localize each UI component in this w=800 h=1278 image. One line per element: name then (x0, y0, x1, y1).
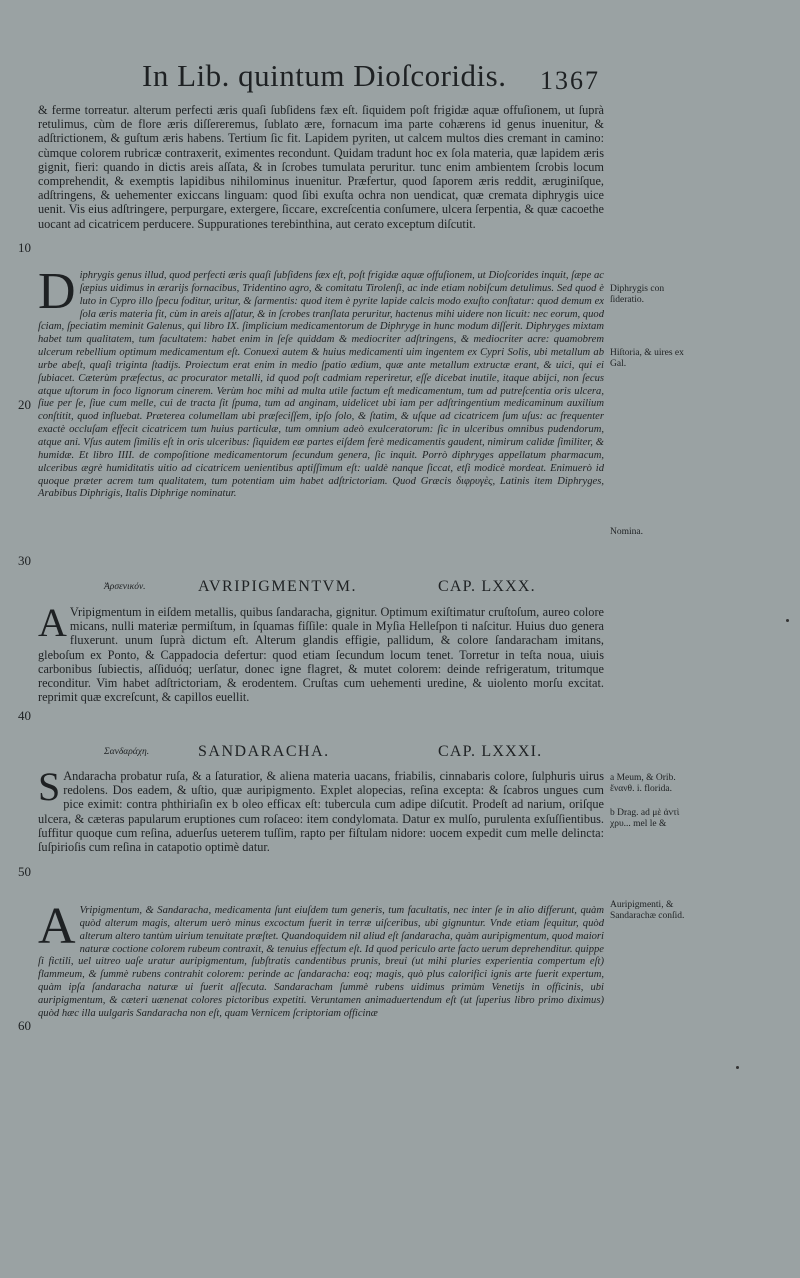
drop-cap-letter: S (38, 764, 61, 809)
line-number: 20 (18, 397, 31, 412)
running-header-title: In Lib. quintum Dioſcoridis. (142, 58, 507, 93)
chapter-text-auripigmentum (38, 600, 604, 705)
chapter-name: SANDARACHA. (198, 743, 330, 760)
margin-note: a Meum, & Orib. ἔνανθ. i. florida. (610, 773, 676, 794)
commentary-diphryges (38, 263, 604, 501)
chapter-name: AVRIPIGMENTVM. (198, 578, 357, 595)
chapter-text-sandaracha (38, 764, 604, 855)
paper-speck (786, 619, 789, 622)
chapter-body: Vripigmentum in eiſdem metallis, quibus ſandaracha, gignitur. Optimum exiſtimatur cruſtoſum, aureo colore micans, nulli materiæ permiſtum, in ſquamas fiſſile: quale in Myſia Helleſpon ti naſcitur. Huius duo genera fluxerunt. unum ſuprà dictum eſt. Alterum glandis effigie, pallidum, & colore ſandaracham imitans, gleboſum ex Ponto, & Cappadocia defertur: quod etiam ſecundum locum tenet. Torretur in teſta noua, uiuis carbonibus ſubiectis, aſſiduóq; uerſatur, donec igne flagret, & mutet colorem: deinde refrigeratum, tritumque reconditur. Vim habet adſtrictoriam, & erodentem. Cruſtas cum uehementi uredine, & uiolento morſu excitat. reprimit quæ excreſcunt, & capillos euellit. (38, 605, 604, 705)
drop-cap-letter: A (38, 600, 67, 645)
line-number: 10 (18, 240, 31, 255)
drop-cap-letter: A (38, 898, 76, 955)
margin-note: Nomina. (610, 527, 643, 537)
drop-cap-letter: D (38, 263, 76, 320)
line-number: 60 (18, 1018, 31, 1033)
line-number: 30 (18, 553, 31, 568)
chapter-body: Andaracha probatur ruſa, & a ſaturatior, & aliena materia uacans, friabilis, cinnabaris colore, ſulphuris uirus redolens. Dos eadem, & uſtio, quæ auripigmento. Explet alopecias, reſina excepta: & ſcabros ungues cum pice eximit: contra phthiriaſin ex b oleo efficax eſt: tubercula cum adipe diſcutit. Prodeſt ad narium, oriſque ulcera, & cæteras papularum eruptiones cum roſaceo: item condylomata. Datur ex mulſo, purulenta exſuſſientibus. ſuffitur quoque cum reſina, aduerſus ueterem tuſſim, rapto per fiſtulam nidore: uocem expedit cum melle delincta: ſuſpirioſis cum reſina in catapotio optimè datur. (38, 769, 604, 855)
chapter-number: CAP. LXXXI. (438, 743, 543, 760)
paper-speck (736, 1066, 739, 1069)
page-number: 1367 (540, 66, 600, 95)
commentary-auripigmentum (38, 898, 604, 1021)
line-number: 50 (18, 864, 31, 879)
margin-note: b Drag. ad μὲ ἀντὶ χρυ... mel le & (610, 808, 680, 829)
margin-note: Auripigmenti, & Sandarachæ conſid. (610, 900, 685, 921)
chapter-number: CAP. LXXX. (438, 578, 536, 595)
chapter-heading-auripigmentum (38, 578, 604, 598)
chapter-heading-sandaracha (38, 743, 604, 763)
greek-name: Σανδαράχη. (104, 747, 150, 757)
margin-note: Hiſtoria, & uires ex Gal. (610, 348, 684, 369)
margin-note: Diphrygis con ſideratio. (610, 284, 665, 305)
greek-name: Ἀρσενικόν. (104, 582, 146, 592)
commentary-diphryges-text: iphrygis genus illud, quod perfecti æris quaſi ſubſidens fæx eſt, poſt frigidæ aquæ offuſionem, ut Dioſcorides inquit, ſæpe ac ſæpius uidimus in ærarijs fornacibus, Tridentino agro, & comitatu Tirolenſi, ac inde etiam nobiſcum detulimus. Sed quod è luto in Cypro illo ſpecu foditur, uritur, & ſarmentis: quod item è pyrite lapide calcis modo exuſto conſtatur: quod demum ex ſola æris materia fit, cùm in areis aſſatur, & in ſcrobes tranſlata peruritur, hactenus mihi uidere non licuit: nec eorum, quod ſciam, ſpeciatim meminit Galenus, qui libro IX. ſimplicium medicamentorum de Diphryge in hunc modum diſſerit. Diphryges mixtam habet tum qualitatem, tum facultatem: habet enim in ſeſe quiddam & mediocriter adſtringens, & mediocriter acre: quamobrem ulcerum rebellium optimum medicamentum eſt. Conuexi autem & huius medicamenti uim ingentem ex Cypri Solis, ubi metallum ab urbe abeſt, quaſi triginta ſtadijs. Proiectum erat enim in medio ſpatio ædium, quæ ante metallum extructæ erant, & uici, qui ei ſubiacet. Cæterùm præfectus, ac procurator metalli, id quod poſt cadmiam reperiretur, eſſe dicebat inutile, itaque abijci, non ſecus atque uſtorum in foco lignorum cinerem. Verùm hoc mihi ad multa utile factum eſt medicamentum, tum ad putreſcentia oris ulcera, ſiue per ſe, ſiue cum melle, cui de tracta ſit ſpuma, tum ad anginam, uidelicet ubi iam per adſtringentium medicaminum auxilium conſtitit, quod influebat. Præterea columellam ubi præſeciſſem, ipſo ſolo, & ſtatim, & uſque ad cicatricem ſum uſus: ac frequenter exactè occluſam effecit cicatricem tum huius particulæ, tum omnium adeò exulceratorum: ſic in ulceribus omnibus pudendorum, atque ani. Vſus autem ſimilis eſt in oris ulceribus: ſiquidem eæ partes eiſdem ferè medicamentis gaudent, nimirum calidæ ſimiliter, & humidæ. Et libro IIII. de compoſitione medicamentorum ſecundum genera, ſic inquit. Porrò diphryges appellatum pharmacum, ulceribus ægrè humiditatis uitio ad cicatricem uenientibus aptiſſimum eſt: ualdè nanque ſiccat, etſi modicè mordeat. Enimuerò id quoque præter acrem tum qualitatem, tum potentiam uim habet adſtrictoriam. Quod Græcis διφρυγὲς, Latinis item Diphryges, Arabibus Diphrigis, Italis Diphrige nominatur. (38, 270, 604, 500)
commentary-auripigmentum-text: Vripigmentum, & Sandaracha, medicamenta ſunt eiuſdem tum generis, tum facultatis, nec inter ſe in alio differunt, quàm quòd alterum magis, alterum uerò minus excoctum fuerit in terræ uiſceribus, ubi gignuntur. Vnde etiam ſequitur, quòd alterum altero tantùm uirium tenuitate præſtet. Quandoquidem nil aliud eſt ſandaracha, quàm auripigmentum, quod maiori naturæ coctione colorem rubeum contraxit, & tenuius effectum eſt. Id quod periculo arte facto uerum deprehenditur. quippe ſi fictili, uel uitreo uaſe uratur auripigmentum, ſubſtratis candentibus prunis, breui (ut mihi pluries experientia compertum eſt) flammeum, & ſummè rubens contrahit colorem: perinde ac ſandaracha: eoq; magis, quò plus calorifici ignis arte fuerit expertum, quàm ipſa ſandaracha naturæ ui fuerit aſſecuta. Sandaracham ſummè rubens uidimus primùm Venetijs in officinis, ubi auripigmentum, & cæteri uænenat colores pictoribus expetiti. Veruntamen animaduertendum eſt (ut ſuperius libro primo diximus) quòd hæc illa uulgaris Sandaracha non eſt, quam Vernicem ſcriptoriam officinæ (38, 905, 604, 1019)
dioscorides-text-continuation: & ferme torreatur. alterum perfecti æris quaſi ſubſidens fæx eſt. ſiquidem poſt frigidæ aquæ offuſionem, ut ſuprà retulimus, cùm de flore æris diſſereremus, ſublato ære, fornacum ima parte cohærens id genus inuenitur, & adſtrictionem, & guſtum æris habens. Tertium ſic fit. Lapidem pyriten, ut calcem multos dies cremant in camino: cùmque colorem rubricæ contraxerit, eximentes recondunt. Quidam tradunt hoc ex ſola materia, quæ lapidem æris gignit, fieri: quando in dictis areis aſſata, & in ſcrobes tumulata peruritur. tunc enim ambientem ſcrobis locum comprehendit, & exemptis lapidibus nihilominus inuenitur. Præfertur, quod ſaporem æris reddit, æruginiſque, adſtringens, & uehementer exiccans linguam: quod ſibi exuſta ochra non uendicat, quæ cremata diphrygis uice uenit. Vis eius adſtringere, perpurgare, extergere, ſiccare, excreſcentia conſumere, ulcera ſerpentia, & quæ cacoethe uocant ad cicatricem perducere. Suppurationes terebinthina, aut cerato exceptum diſcutit. (38, 103, 604, 231)
line-number: 40 (18, 708, 31, 723)
